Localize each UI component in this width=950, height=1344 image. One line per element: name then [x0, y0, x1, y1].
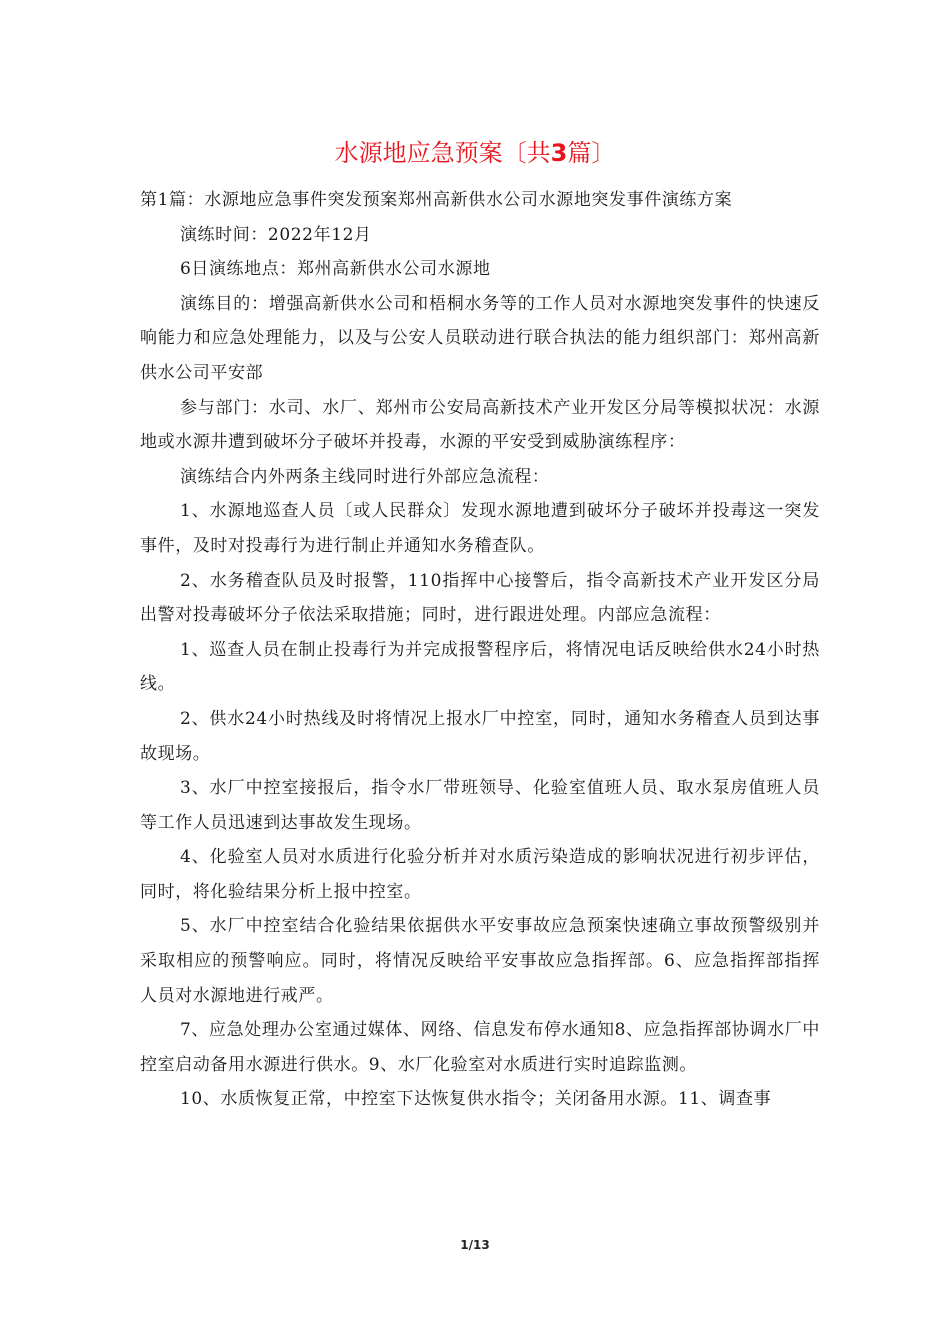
- paragraph: 2、供水24小时热线及时将情况上报水厂中控室，同时，通知水务稽查人员到达事故现场。: [140, 708, 820, 764]
- paragraph: 演练结合内外两条主线同时进行外部应急流程：: [179, 466, 550, 487]
- paragraph: 7、应急处理办公室通过媒体、网络、信息发布停水通知8、应急指挥部协调水厂中控室启动备用水源进行供水。9、水厂化验室对水质进行实时追踪监测。: [140, 1020, 820, 1075]
- section-heading: 第1篇：水源地应急事件突发预案郑州高新供水公司水源地突发事件演练方案: [140, 190, 733, 210]
- document-title: [0, 133, 950, 173]
- paragraph: 3、水厂中控室接报后，指令水厂带班领导、化验室值班人员、取水泵房值班人员等工作人员迅速到达事故发生现场。: [140, 778, 820, 833]
- paragraph: 6日演练地点：郑州高新供水公司水源地: [179, 259, 491, 280]
- paragraph: 演练目的：增强高新供水公司和梧桐水务等的工作人员对水源地突发事件的快速反响能力和应急处理能力，以及与公安人员联动进行联合执法的能力组织部门：郑州高新供水公司平安部: [140, 293, 820, 383]
- paragraph: 1、水源地巡查人员〔或人民群众〕发现水源地遭到破坏分子破坏并投毒这一突发事件，及时对投毒行为进行制止并通知水务稽查队。: [140, 501, 820, 556]
- paragraph: 5、水厂中控室结合化验结果依据供水平安事故应急预案快速确立事故预警级别并采取相应的预警响应。同时，将情况反映给平安事故应急指挥部。6、应急指挥部指挥人员对水源地进行戒严。: [140, 916, 820, 1006]
- title-suffix: 篇〕: [567, 139, 616, 167]
- paragraph: 10、水质恢复正常，中控室下达恢复供水指令；关闭备用水源。11、调查事: [179, 1089, 772, 1110]
- paragraph: 1、巡查人员在制止投毒行为并完成报警程序后，将情况电话反映给供水24小时热线。: [140, 639, 820, 695]
- title-prefix: 水源地应急预案〔共: [334, 139, 551, 167]
- document-body: [140, 183, 820, 1117]
- paragraph: 演练时间：2022年12月: [179, 224, 372, 245]
- paragraph: 4、化验室人员对水质进行化验分析并对水质污染造成的影响状况进行初步评估，同时，将化验结果分析上报中控室。: [140, 847, 820, 902]
- title-number: 3: [550, 139, 568, 167]
- paragraph: 2、水务稽查队员及时报警，110指挥中心接警后，指令高新技术产业开发区分局出警对投毒破坏分子依法采取措施；同时，进行跟进处理。内部应急流程：: [140, 570, 820, 626]
- paragraph: 参与部门：水司、水厂、郑州市公安局高新技术产业开发区分局等模拟状况：水源地或水源井遭到破坏分子破坏并投毒，水源的平安受到威胁演练程序：: [140, 397, 820, 453]
- page-number: 1/13: [460, 1238, 490, 1252]
